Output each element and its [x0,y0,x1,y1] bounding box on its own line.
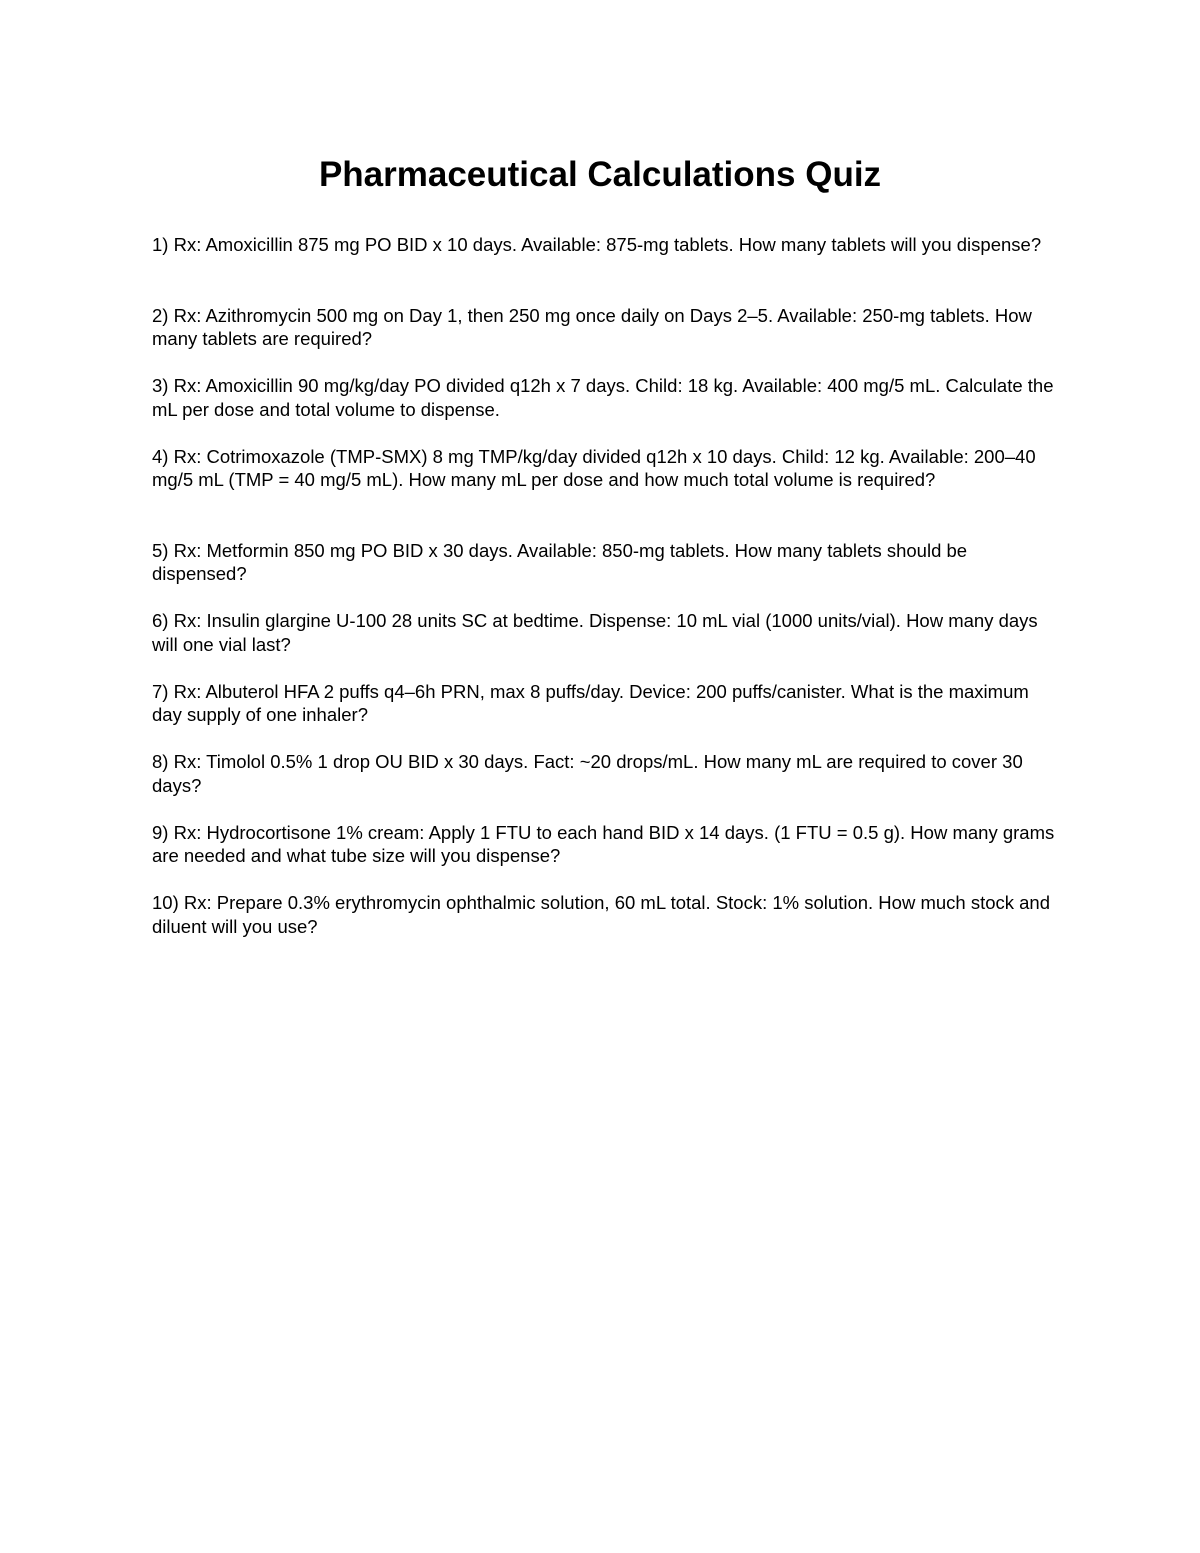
question-1: 1) Rx: Amoxicillin 875 mg PO BID x 10 days. Available: 875-mg tablets. How many tablets will you dispense? [152,234,1042,255]
question-2: 2) Rx: Azithromycin 500 mg on Day 1, then 250 mg once daily on Days 2–5. Available: 250-mg tablets. How many tablets are required? [152,304,1032,349]
page-title: Pharmaceutical Calculations Quiz [318,155,882,194]
question-6: 6) Rx: Insulin glargine U-100 28 units SC at bedtime. Dispense: 10 mL vial (1000 units/vial). How many days will one vial last? [152,610,1038,655]
question-5: 5) Rx: Metformin 850 mg PO BID x 30 days. Available: 850-mg tablets. How many tablets should be dispensed? [152,539,968,584]
question-7: 7) Rx: Albuterol HFA 2 puffs q4–6h PRN, max 8 puffs/day. Device: 200 puffs/canister. What is the maximum day supply of one inhaler? [152,680,1029,725]
question-list [152,233,1057,962]
question-4: 4) Rx: Cotrimoxazole (TMP-SMX) 8 mg TMP/kg/day divided q12h x 10 days. Child: 12 kg. Available: 200–40 mg/5 mL (TMP = 40 mg/5 mL). How many mL per dose and how much total volume is required? [152,445,1036,490]
question-8: 8) Rx: Timolol 0.5% 1 drop OU BID x 30 days. Fact: ~20 drops/mL. How many mL are required to cover 30 days? [152,751,1023,796]
question-10: 10) Rx: Prepare 0.3% erythromycin ophthalmic solution, 60 mL total. Stock: 1% solution. How much stock and diluent will you use? [152,892,1051,937]
question-9: 9) Rx: Hydrocortisone 1% cream: Apply 1 FTU to each hand BID x 14 days. (1 FTU = 0.5 g). How many grams are needed and what tube size will you dispense? [152,821,1055,866]
question-3: 3) Rx: Amoxicillin 90 mg/kg/day PO divided q12h x 7 days. Child: 18 kg. Available: 400 mg/5 mL. Calculate the mL per dose and total volume to dispense. [152,375,1054,420]
